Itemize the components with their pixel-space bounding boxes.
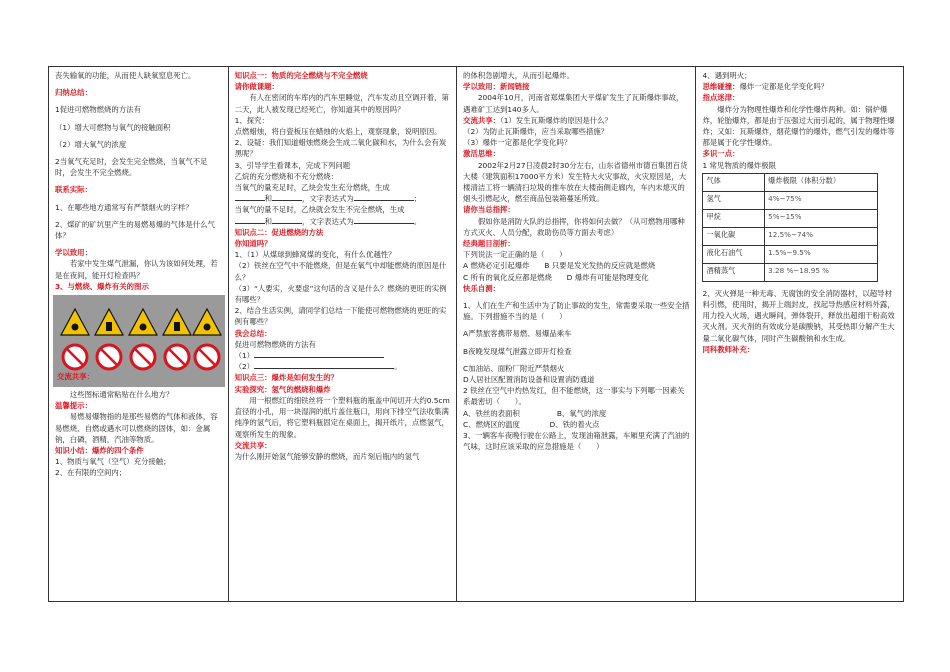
experiment-heading: 实验探究：氢气的燃烧和爆炸 bbox=[234, 384, 331, 394]
share-line-3: （3）爆炸一定都是化学变化吗？ bbox=[463, 138, 572, 148]
use-heading: 学以致用： bbox=[55, 248, 92, 258]
link-item-2: 2、煤矿的矿坑里产生的易燃易爆的气体是什么气体？ bbox=[55, 219, 215, 241]
explore-label: 1、探究： bbox=[234, 115, 269, 125]
table-header-row bbox=[703, 173, 878, 191]
blank-field[interactable] bbox=[254, 357, 384, 358]
table-row: 氢气 4%~75% bbox=[703, 191, 878, 209]
case-heading: 经典题目剖析： bbox=[463, 239, 515, 249]
test-2: 2 铁丝在空气中灼热发红，但不能燃烧，这一事实与下列哪一因素关系最密切（ ）。 bbox=[463, 386, 685, 407]
column-2 bbox=[229, 67, 457, 601]
share-text: 为什么刚开始氢气能够安静的燃烧，而片刻后瓶内的氢气 bbox=[234, 451, 420, 461]
question-4: 2、结合生活实例，请同学们总结一下能使可燃物燃烧的更旺的实例有哪些？ bbox=[234, 306, 447, 327]
blank-field[interactable] bbox=[235, 200, 265, 201]
summary-heading: 归纳总结： bbox=[55, 88, 92, 98]
summary-line-2: （2） 。 bbox=[234, 362, 402, 372]
table-header-cell: 爆炸极限（体积分数） bbox=[765, 173, 878, 191]
hypothesis-text: 2、设疑：我们知道蜡烛燃烧会生成二氧化碳和水，为什么会有炭黑呢？ bbox=[234, 138, 447, 159]
worksheet-table bbox=[48, 66, 904, 602]
continued-item: 4、遇到明火； bbox=[702, 71, 752, 80]
think-text: 有人在密闭的车库内的汽车里睡觉，汽车发动且空调开着，第二天，此人被发现已经死亡，你知道其中的原因吗？ bbox=[234, 93, 449, 114]
summary-line-1: （1） bbox=[235, 350, 450, 361]
experiment-text: 用一根燃红的细铁丝将一个塑料瓶的瓶盖中间切开大约0.5cm直径的小孔，用一块湿润的纸片盖住瓶口，用向下排空气法收集满纯净的氢气后，将它塑料瓶固定在桌面上，揭开纸片，点燃氢气，观察所发生的现象。 bbox=[234, 395, 450, 439]
link-item-1: 1、在哪些地方通常写有严禁烟火的字样？ bbox=[55, 202, 193, 212]
conditions-heading: 知识小结：爆炸的四个条件 bbox=[55, 446, 144, 456]
warning-signs-row bbox=[61, 309, 221, 335]
condition-2: 2、在有限的空间内； bbox=[55, 468, 127, 478]
safety-signs-image bbox=[53, 295, 225, 387]
summary-text-2: 促进可燃物燃烧的方法有 bbox=[234, 339, 316, 349]
explosion-limit-table bbox=[702, 173, 878, 282]
prohibition-signs-row bbox=[63, 345, 219, 369]
knowledge-2-heading: 知识点二：促进燃烧的方法 bbox=[234, 227, 324, 237]
point-text: 爆炸分为物理性爆炸和化学性爆炸两种。如：锅炉爆炸，轮胎爆炸，都是由于压强过大而引起的，属于物理性爆炸；又如：瓦斯爆炸，烟花爆竹的爆炸，燃气引发的爆炸等都是属于化学性爆炸。 bbox=[702, 104, 895, 148]
blank-field[interactable] bbox=[354, 200, 414, 201]
knowledge-1-heading: 知识点一：物质的完全燃烧与不完全燃烧 bbox=[234, 71, 368, 80]
command-heading: 请你当总指挥： bbox=[463, 205, 515, 215]
test-1-b: B夜晚发现煤气泄露立即开灯检查 bbox=[463, 346, 572, 356]
think-line: 思维碰撞：爆炸一定都是化学变化吗？ bbox=[702, 82, 829, 92]
column-3 bbox=[457, 67, 696, 601]
guide-text: 3、引导学生看课本，完成下列问题 bbox=[234, 160, 351, 170]
test-1-a: A严禁旅客携带易燃、易爆品乘车 bbox=[463, 329, 572, 339]
news-text: 2004年10月，河南省郑煤集团大平煤矿发生了瓦斯爆炸事故，遇难矿工达到140多人。 bbox=[463, 93, 684, 114]
method-item-3: 2当氧气充足时，会发生完全燃烧，当氧气不足时，会发生不完全燃烧。 bbox=[55, 157, 208, 178]
command-text: 假如你是消防大队的总指挥，你将如何去做？（从可燃物用哪种方式灭火、人员分配，救助伤员等方面去考虑） bbox=[463, 216, 685, 237]
test-2-ab: A、铁丝的表面积 B、氧气的浓度 bbox=[463, 408, 607, 418]
test-1-c: C加油站、面粉厂附近严禁烟火 bbox=[463, 363, 565, 373]
news-heading: 学以致用：新闻链接 bbox=[463, 82, 530, 92]
more-subtitle: 1 常见物质的爆炸极限 bbox=[702, 160, 777, 170]
column-4 bbox=[696, 67, 903, 601]
test-1: 1、人们在生产和生活中为了防止事故的发生，常需要采取一些安全措施。下列措施不当的是（ ） bbox=[463, 301, 690, 322]
fill-line-2: 和 ，文字表达式为 ； bbox=[235, 193, 450, 204]
more-heading: 多识一点： bbox=[702, 149, 740, 159]
test-2-cd: C、燃烧区的温度 D、铁的着火点 bbox=[463, 419, 600, 429]
test-1-d: D人居社区配置消防设备和设置消防通道 bbox=[463, 375, 595, 385]
signs-caption: 交流共享： bbox=[57, 372, 94, 382]
signs-heading: 3、与燃烧、爆炸有关的图示 bbox=[55, 281, 149, 291]
table-row: 甲烷 5%~15% bbox=[703, 209, 878, 227]
blank-field[interactable] bbox=[354, 223, 414, 224]
use-text: 若家中发生煤气泄漏，你认为该如何处理，若是在夜间，能开灯检查吗？ bbox=[55, 259, 218, 280]
know-heading: 你知道吗？ bbox=[234, 239, 272, 249]
explore-text: 点燃蜡烛，将白瓷板压在蜡烛的火焰上，观察现象，说明原因。 bbox=[234, 127, 442, 137]
intro-text: 丧失输氧的功能，从而使人缺氧窒息死亡。 bbox=[55, 71, 196, 80]
question-3: （3）“人要实，火要虚”这句话的含义是什么？燃烧的更旺的实例有哪些？ bbox=[234, 283, 447, 305]
test-3: 3、一辆客车夜晚行驶在公路上，发现油箱泄露，车厢里充满了汽油的气味，这时应该采取的应急措施是（ ） bbox=[463, 431, 690, 452]
extinguisher-text: 2、灭火弹是一种无毒、无腐蚀的安全消防器材，以超导材料引燃，使用时，揭开上端封皮，找起导热感应材料外露，用力投入火场，遇火瞬间，弹体裂开，释放出超细干粉高效灭火剂。灭火剂的有效成分是碳酸钠，其受热即分解产生大量二氧化碳气体，同时产生碳酸钠和水生成。 bbox=[702, 288, 895, 343]
tip-text: 易燃易爆物指的是那些易燃的气体和液体，容易燃烧、自燃或遇水可以燃烧的固体，如：金属钠，白磷，酒精，汽油等物质。 bbox=[55, 412, 218, 444]
share-line-1: 交流共享：（1）发生瓦斯爆炸的原因是什么？ bbox=[463, 115, 612, 125]
share-heading: 交流共享： bbox=[234, 440, 272, 450]
summary-heading-2: 我会总结： bbox=[234, 328, 272, 338]
fill-line-1: 当氧气的量充足时，乙炔会发生充分燃烧，生成 bbox=[234, 183, 390, 193]
knowledge-3-heading: 知识点三：爆炸是如何发生的？ bbox=[234, 373, 339, 383]
environment-heading: 激活思维： bbox=[463, 149, 501, 159]
table-header-cell: 气体 bbox=[703, 173, 765, 191]
blank-field[interactable] bbox=[254, 368, 394, 369]
question-2: （2）铁丝在空气中不能燃烧，但是在氧气中却能燃烧的原因是什么？ bbox=[234, 261, 447, 282]
blank-field[interactable] bbox=[272, 223, 302, 224]
blank-field[interactable] bbox=[235, 223, 265, 224]
guide-question: 乙烷的充分燃烧和不充分燃烧： bbox=[234, 171, 339, 181]
case-options-cd: C 所有的氧化反应都是燃烧 D 爆炸有可能是物理变化 bbox=[463, 272, 649, 282]
blank-field[interactable] bbox=[272, 200, 302, 201]
test-heading: 快乐自测： bbox=[463, 283, 501, 293]
method-title: 1促进可燃物燃烧的方法有 bbox=[55, 105, 142, 115]
fill-line-4: 和 ，文字表达式为 。 bbox=[235, 216, 450, 227]
think-heading: 请你做课题： bbox=[234, 82, 279, 92]
supplement-heading: 同科教师补充： bbox=[702, 344, 755, 354]
environment-text: 2002年2月27日凌晨2时30分左右，山东省德州市德百集团百货大楼（建筑面积17000平方米）发生特大火灾事故，火灾原因是，大楼清洁工将一辆清扫垃圾的推车放在大楼南侧走廊内，车内未熄灭的烟头引燃起火，燃至商品包装箱蔓延所致。 bbox=[463, 160, 688, 204]
signs-question: 这些图标通常粘贴在什么地方？ bbox=[69, 390, 174, 400]
table-row: 液化石油气 1.5%~9.5% bbox=[703, 245, 878, 263]
method-item-2: （2）增大氧气的浓度 bbox=[55, 139, 127, 149]
link-heading: 联系实际： bbox=[55, 185, 92, 195]
point-heading: 指点迷津： bbox=[702, 93, 740, 103]
share-line-2: （2）为防止瓦斯爆炸，应当采取哪些措施？ bbox=[463, 127, 609, 137]
column-1 bbox=[49, 67, 229, 601]
case-question: 下列说法一定正确的是（ ） bbox=[463, 250, 567, 260]
case-options-ab: A 燃烧必定引起爆炸 B 只要是发光发热的反应就是燃烧 bbox=[463, 261, 656, 271]
table-row: 一氧化碳 12.5%~74% bbox=[703, 227, 878, 245]
question-1: 1、（1）从煤球到蜂窝煤的变化，有什么优越性？ bbox=[234, 250, 396, 260]
table-row: 酒精蒸气 3.28 %~18.95 % bbox=[703, 263, 878, 281]
method-item-1: （1）增大可燃物与氧气的接触面积 bbox=[55, 122, 171, 132]
continued-text: 的体积急剧增大，从而引起爆炸。 bbox=[463, 71, 574, 80]
tip-heading: 温馨提示： bbox=[55, 401, 92, 411]
condition-1: 1、物质与氧气（空气）充分接触； bbox=[55, 457, 171, 467]
fill-line-3: 当氧气的量不足时，乙炔就会发生不完全燃烧，生成 bbox=[234, 205, 405, 215]
